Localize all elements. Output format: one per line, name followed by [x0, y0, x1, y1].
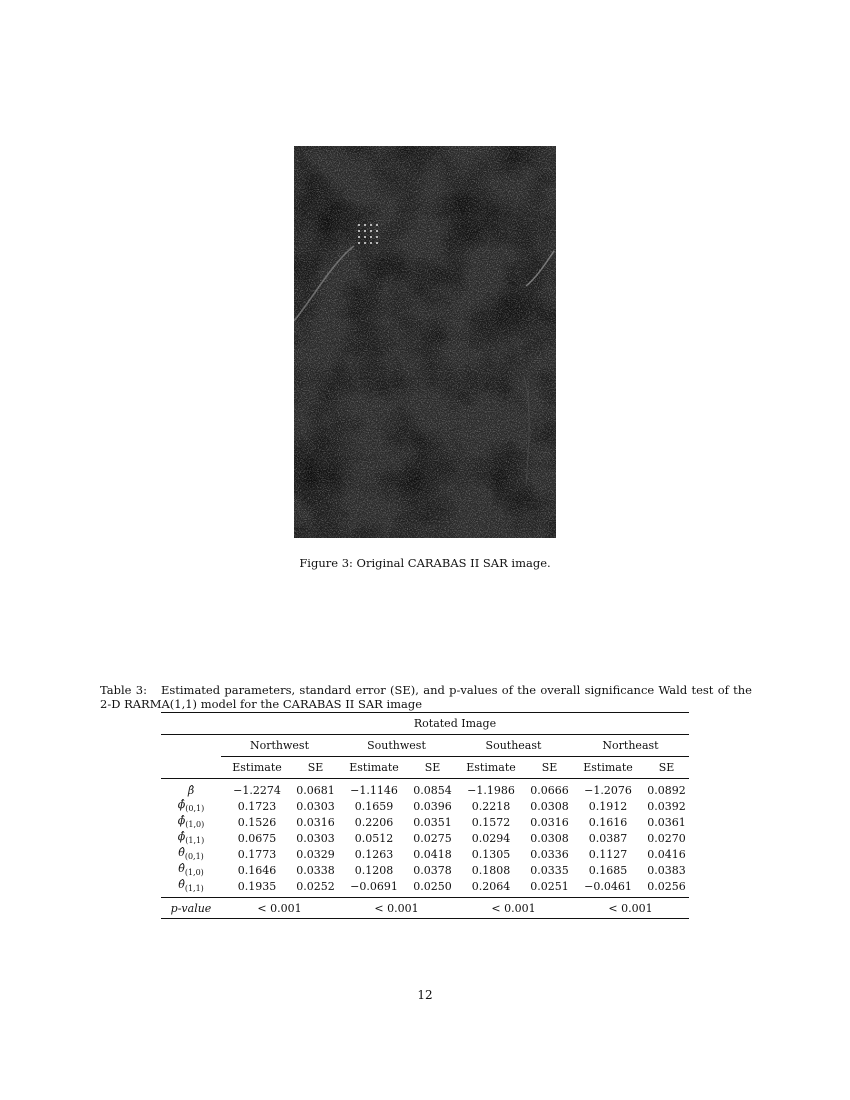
estimate-cell: −1.1986 — [455, 779, 527, 799]
estimate-cell: −0.0461 — [584, 879, 632, 893]
estimate-header: Estimate — [583, 761, 633, 774]
figure-caption: Figure 3: Original CARABAS II SAR image. — [299, 556, 551, 570]
se-cell: 0.0335 — [530, 863, 569, 877]
se-cell: 0.0396 — [413, 799, 452, 813]
se-cell: 0.0418 — [413, 847, 452, 861]
se-cell: 0.0303 — [296, 831, 335, 845]
se-cell: 0.0336 — [530, 847, 569, 861]
table-row — [161, 779, 689, 799]
group-header: Rotated Image — [221, 713, 689, 735]
parameter-label: $\thetâ_{(0,1)}$ — [178, 846, 204, 862]
table-row — [161, 814, 689, 830]
estimate-cell: 0.1208 — [354, 863, 394, 877]
se-cell: 0.0308 — [530, 831, 569, 845]
se-header: SE — [658, 761, 675, 774]
estimate-cell: 0.0675 — [237, 831, 277, 845]
table-label: Table 3: — [100, 683, 147, 697]
pvalue-cell: < 0.001 — [455, 898, 572, 919]
direction-header: Northwest — [221, 735, 338, 757]
pvalue-cell: < 0.001 — [338, 898, 455, 919]
estimate-cell: 0.1808 — [471, 863, 511, 877]
se-cell: 0.0256 — [647, 879, 686, 893]
direction-header: Southwest — [338, 735, 455, 757]
se-cell: 0.0303 — [296, 799, 335, 813]
sar-image — [294, 146, 556, 538]
parameter-label: $\thetâ_{(1,0)}$ — [178, 862, 204, 878]
subheader-row — [161, 757, 689, 779]
se-cell: 0.0338 — [296, 863, 335, 877]
table-body — [161, 779, 689, 898]
se-cell: 0.0378 — [413, 863, 452, 877]
se-cell: 0.0383 — [647, 863, 686, 877]
pvalue-label: p-value — [161, 898, 221, 919]
estimate-cell: 0.1646 — [237, 863, 277, 877]
estimate-cell: −1.2076 — [572, 779, 644, 799]
table-caption-text: Estimated parameters, standard error (SE), and p-values of the overall significance Wald test of the 2-D RARMA(1,1) model for the CARABAS II SAR image — [100, 683, 752, 711]
estimate-cell: 0.1935 — [237, 879, 277, 893]
estimate-cell: 0.2218 — [471, 799, 511, 813]
estimate-header: Estimate — [349, 761, 399, 774]
direction-header: Southeast — [455, 735, 572, 757]
se-cell: 0.0270 — [647, 831, 686, 845]
se-cell: 0.0316 — [296, 815, 335, 829]
table-row — [161, 830, 689, 846]
estimate-header: Estimate — [232, 761, 282, 774]
page-number: 12 — [417, 988, 433, 1002]
estimate-cell: 0.1912 — [588, 799, 628, 813]
se-cell: 0.0252 — [296, 879, 335, 893]
estimate-cell: 0.1616 — [588, 815, 628, 829]
estimate-cell: 0.0294 — [471, 831, 511, 845]
estimate-cell: 0.1685 — [588, 863, 628, 877]
parameter-label: $\phî_{(0,1)}$ — [177, 798, 205, 814]
estimate-cell: 0.1263 — [354, 847, 394, 861]
table-row — [161, 862, 689, 878]
parameter-label: $\thetâ_{(1,1)}$ — [178, 878, 204, 894]
se-cell: 0.0351 — [413, 815, 452, 829]
estimate-cell: 0.1127 — [588, 847, 628, 861]
table-caption — [100, 683, 752, 711]
estimate-cell: −0.0691 — [350, 879, 398, 893]
direction-header: Northeast — [572, 735, 689, 757]
table-row — [161, 846, 689, 862]
table-row — [161, 878, 689, 898]
se-cell: 0.0329 — [296, 847, 335, 861]
se-header: SE — [424, 761, 441, 774]
estimate-cell: 0.0387 — [588, 831, 628, 845]
estimate-cell: 0.1526 — [237, 815, 277, 829]
estimate-cell: 0.1723 — [237, 799, 277, 813]
se-cell: 0.0681 — [293, 779, 338, 799]
estimate-cell: 0.0512 — [354, 831, 394, 845]
pvalue-cell: < 0.001 — [221, 898, 338, 919]
pvalue-cell: < 0.001 — [572, 898, 689, 919]
se-cell: 0.0666 — [527, 779, 572, 799]
pvalue-row — [161, 898, 689, 919]
estimate-cell: 0.1773 — [237, 847, 277, 861]
estimate-header: Estimate — [466, 761, 516, 774]
se-cell: 0.0275 — [413, 831, 452, 845]
se-cell: 0.0316 — [530, 815, 569, 829]
se-cell: 0.0854 — [410, 779, 455, 799]
sar-image-graphic — [294, 146, 556, 538]
se-header: SE — [307, 761, 324, 774]
estimate-cell: 0.1659 — [354, 799, 394, 813]
table-row — [161, 798, 689, 814]
se-cell: 0.0361 — [647, 815, 686, 829]
parameter-label: $\phî_{(1,1)}$ — [177, 830, 205, 846]
se-cell: 0.0251 — [530, 879, 569, 893]
estimate-cell: −1.2274 — [221, 779, 293, 799]
se-cell: 0.0250 — [413, 879, 452, 893]
se-cell: 0.0892 — [644, 779, 689, 799]
estimate-cell: 0.2064 — [471, 879, 511, 893]
se-cell: 0.0416 — [647, 847, 686, 861]
estimate-cell: 0.2206 — [354, 815, 394, 829]
estimate-cell: 0.1305 — [471, 847, 511, 861]
parameter-label: β̂ — [161, 779, 221, 799]
estimate-cell: −1.1146 — [338, 779, 410, 799]
results-table — [161, 712, 689, 919]
estimate-cell: 0.1572 — [471, 815, 511, 829]
parameter-label: $\phî_{(1,0)}$ — [177, 814, 205, 830]
se-cell: 0.0392 — [647, 799, 686, 813]
se-header: SE — [541, 761, 558, 774]
se-cell: 0.0308 — [530, 799, 569, 813]
